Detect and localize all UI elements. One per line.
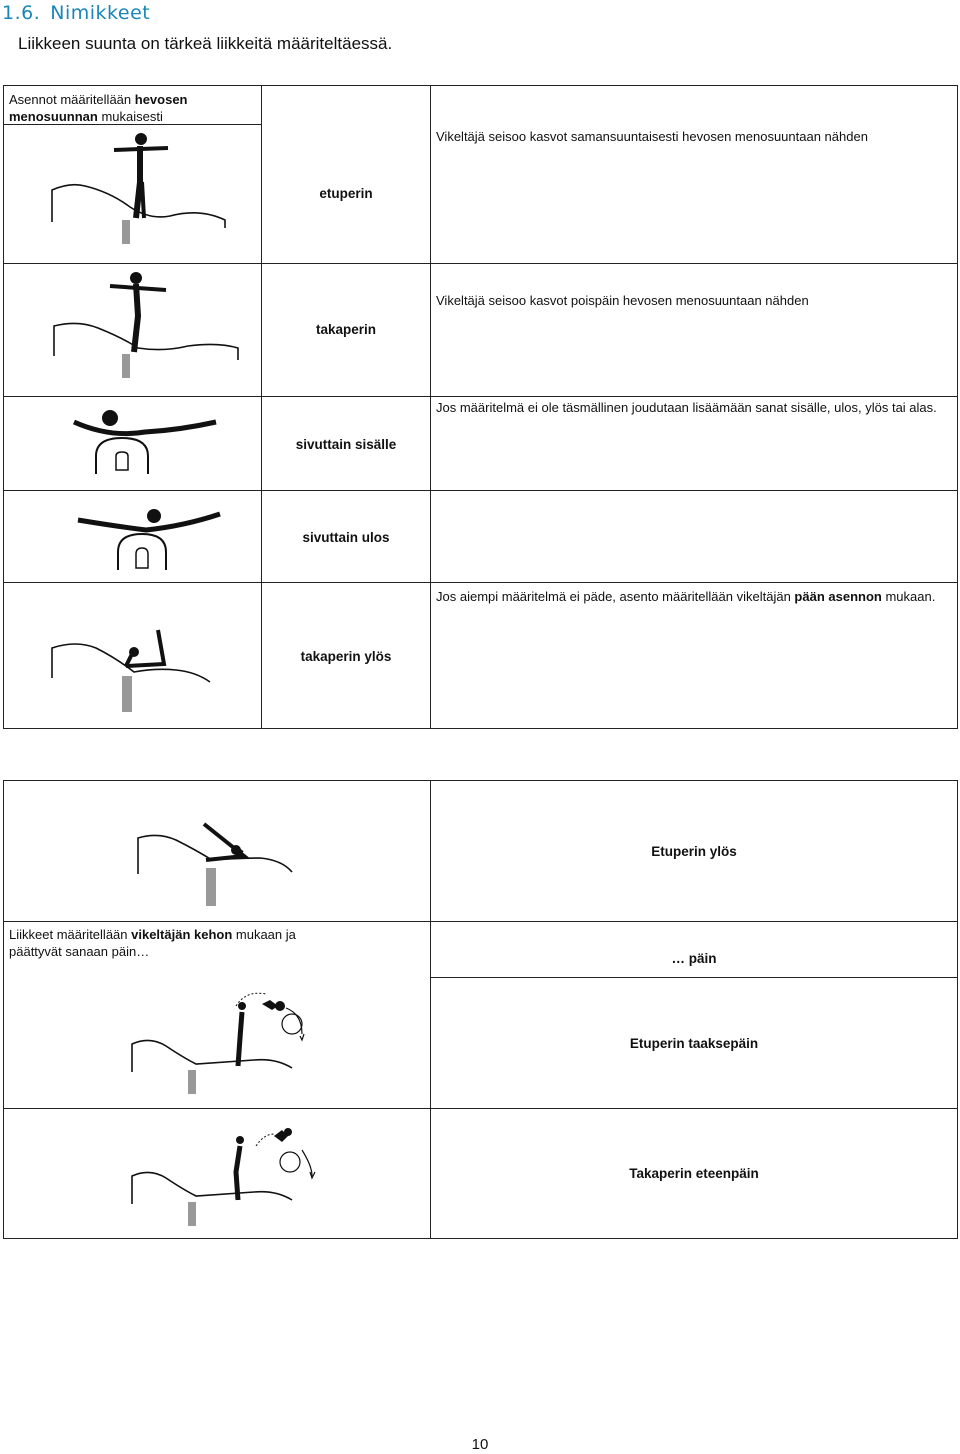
vaulter-figure-takaperin bbox=[38, 272, 260, 384]
section-number: 1.6. bbox=[2, 2, 41, 24]
row-description: Vikeltäjä seisoo kasvot samansuuntaisesti hevosen menosuuntaan nähden bbox=[436, 129, 868, 144]
table2-subheader-right: … päin bbox=[671, 951, 717, 966]
table1-header: Asennot määritellään hevosen menosuunnan mukaisesti bbox=[9, 92, 188, 124]
row-description: Vikeltäjä seisoo kasvot poispäin hevosen menosuuntaan nähden bbox=[436, 293, 809, 308]
intro-text: Liikkeen suunta on tärkeä liikkeitä määriteltäessä. bbox=[18, 34, 393, 53]
section-heading bbox=[2, 2, 160, 24]
table2-subheader: Liikkeet määritellään vikeltäjän kehon mukaan ja päättyvät sanaan päin… bbox=[9, 927, 296, 959]
row-caption: Etuperin ylös bbox=[651, 844, 737, 859]
row-description: Jos määritelmä ei ole täsmällinen joudutaan lisäämään sanat sisälle, ulos, ylös tai alas. bbox=[436, 400, 937, 415]
row-caption: takaperin ylös bbox=[300, 649, 392, 664]
vaulter-figure-sivuttain-sisalle bbox=[70, 408, 220, 478]
row-caption: etuperin bbox=[319, 186, 373, 201]
section-title: Nimikkeet bbox=[50, 2, 151, 24]
vaulter-figure-takaperin-ylos bbox=[46, 624, 216, 720]
row-caption: sivuttain ulos bbox=[302, 530, 390, 545]
row-caption: Takaperin eteenpäin bbox=[629, 1166, 759, 1181]
page-number: 10 bbox=[471, 1436, 489, 1453]
row-description: Jos aiempi määritelmä ei päde, asento määritellään vikeltäjän pään asennon mukaan. bbox=[436, 589, 936, 604]
vaulter-figure-sivuttain-ulos bbox=[74, 504, 224, 574]
vaulter-figure-takaperin-eteenpain bbox=[126, 1120, 332, 1232]
row-caption: takaperin bbox=[315, 322, 377, 337]
row-caption: Etuperin taaksepäin bbox=[629, 1036, 759, 1051]
vaulter-figure-etuperin-taaksepain bbox=[126, 986, 332, 1100]
vaulter-figure-etuperin-ylos bbox=[132, 820, 302, 912]
row-caption: sivuttain sisälle bbox=[295, 437, 397, 452]
vaulter-figure-etuperin bbox=[40, 132, 260, 250]
